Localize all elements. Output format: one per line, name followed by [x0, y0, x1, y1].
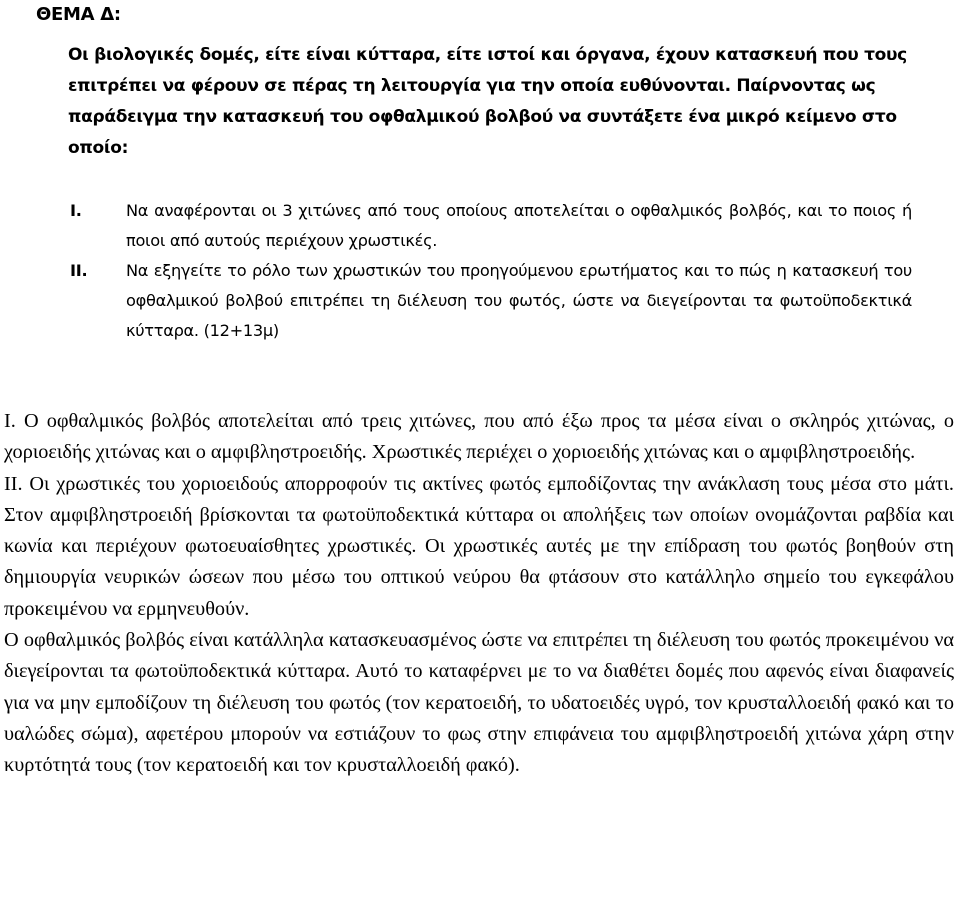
- section-heading: ΘΕΜΑ Δ:: [36, 4, 121, 25]
- question-number-1: I.: [70, 201, 82, 220]
- question-item-1: [70, 196, 930, 258]
- question-intro: Οι βιολογικές δομές, είτε είναι κύτταρα, είτε ιστοί και όργανα, έχουν κατασκευή που τους επιτρέπει να φέρουν σε πέρας τη λειτουργία για την οποία ευθύνονται. Παίρνοντας ως παράδειγμα την κατασκευή του οφθαλμικού βολβού να συντάξετε ένα μικρό κείμενο στο οποίο:: [68, 45, 907, 158]
- answer-paragraph-1: I. Ο οφθαλμικός βολβός αποτελείται από τρεις χιτώνες, που από έξω προς τα μέσα είναι ο σκληρός χιτώνας, ο χοριοειδής χιτώνας και ο αμφιβληστροειδής. Χρωστικές περιέχει ο χοριοειδής χιτώνας και ο αμφιβληστροειδής.: [4, 410, 954, 464]
- answer-paragraph-3: Ο οφθαλμικός βολβός είναι κατάλληλα κατασκευασμένος ώστε να επιτρέπει τη διέλευση του φωτός προκειμένου να διεγείρονται τα φωτοϋποδεκτικά κύτταρα. Αυτό το καταφέρνει με το να διαθέτει δομές που αφενός είναι διαφανείς για να μην εμποδίζουν τη διέλευση του φωτός (τον κερατοειδή, το υδατοειδές υγρό, τον κρυσταλλοειδή φακό και το υαλώδες σώμα), αφετέρου μπορούν να εστιάζουν το φως στην επιφάνεια του αμφιβληστροειδή χιτώνα χάρη στην κυρτότητά τους (τον κερατοειδή και τον κρυσταλλοειδή φακό).: [4, 629, 954, 777]
- answer-block: [4, 406, 954, 782]
- question-text-1: Να αναφέρονται οι 3 χιτώνες από τους οποίους αποτελείται ο οφθαλμικός βολβός, και το ποιος ή ποιοι από αυτούς περιέχουν χρωστικές.: [126, 201, 912, 250]
- question-item-2: [70, 256, 930, 348]
- question-text-2: Να εξηγείτε το ρόλο των χρωστικών του προηγούμενου ερωτήματος και το πώς η κατασκευή του οφθαλμικού βολβού επιτρέπει τη διέλευση του φωτός, ώστε να διεγείρονται τα φωτοϋποδεκτικά κύτταρα. (12+13μ): [126, 261, 912, 340]
- question-number-2: II.: [70, 261, 88, 280]
- answer-paragraph-2: II. Οι χρωστικές του χοριοειδούς απορροφούν τις ακτίνες φωτός εμποδίζοντας την ανάκλαση τους μέσα στο μάτι. Στον αμφιβληστροειδή βρίσκονται τα φωτοϋποδεκτικά κύτταρα οι απολήξεις των οποίων ονομάζονται ραβδία και κωνία και περιέχουν φωτοευαίσθητες χρωστικές. Οι χρωστικές αυτές με την επίδραση του φωτός βοηθούν στη δημιουργία νευρικών ώσεων που μέσω του οπτικού νεύρου θα φτάσουν στο κατάλληλο σημείο του εγκεφάλου προκειμένου να ερμηνευθούν.: [4, 472, 954, 620]
